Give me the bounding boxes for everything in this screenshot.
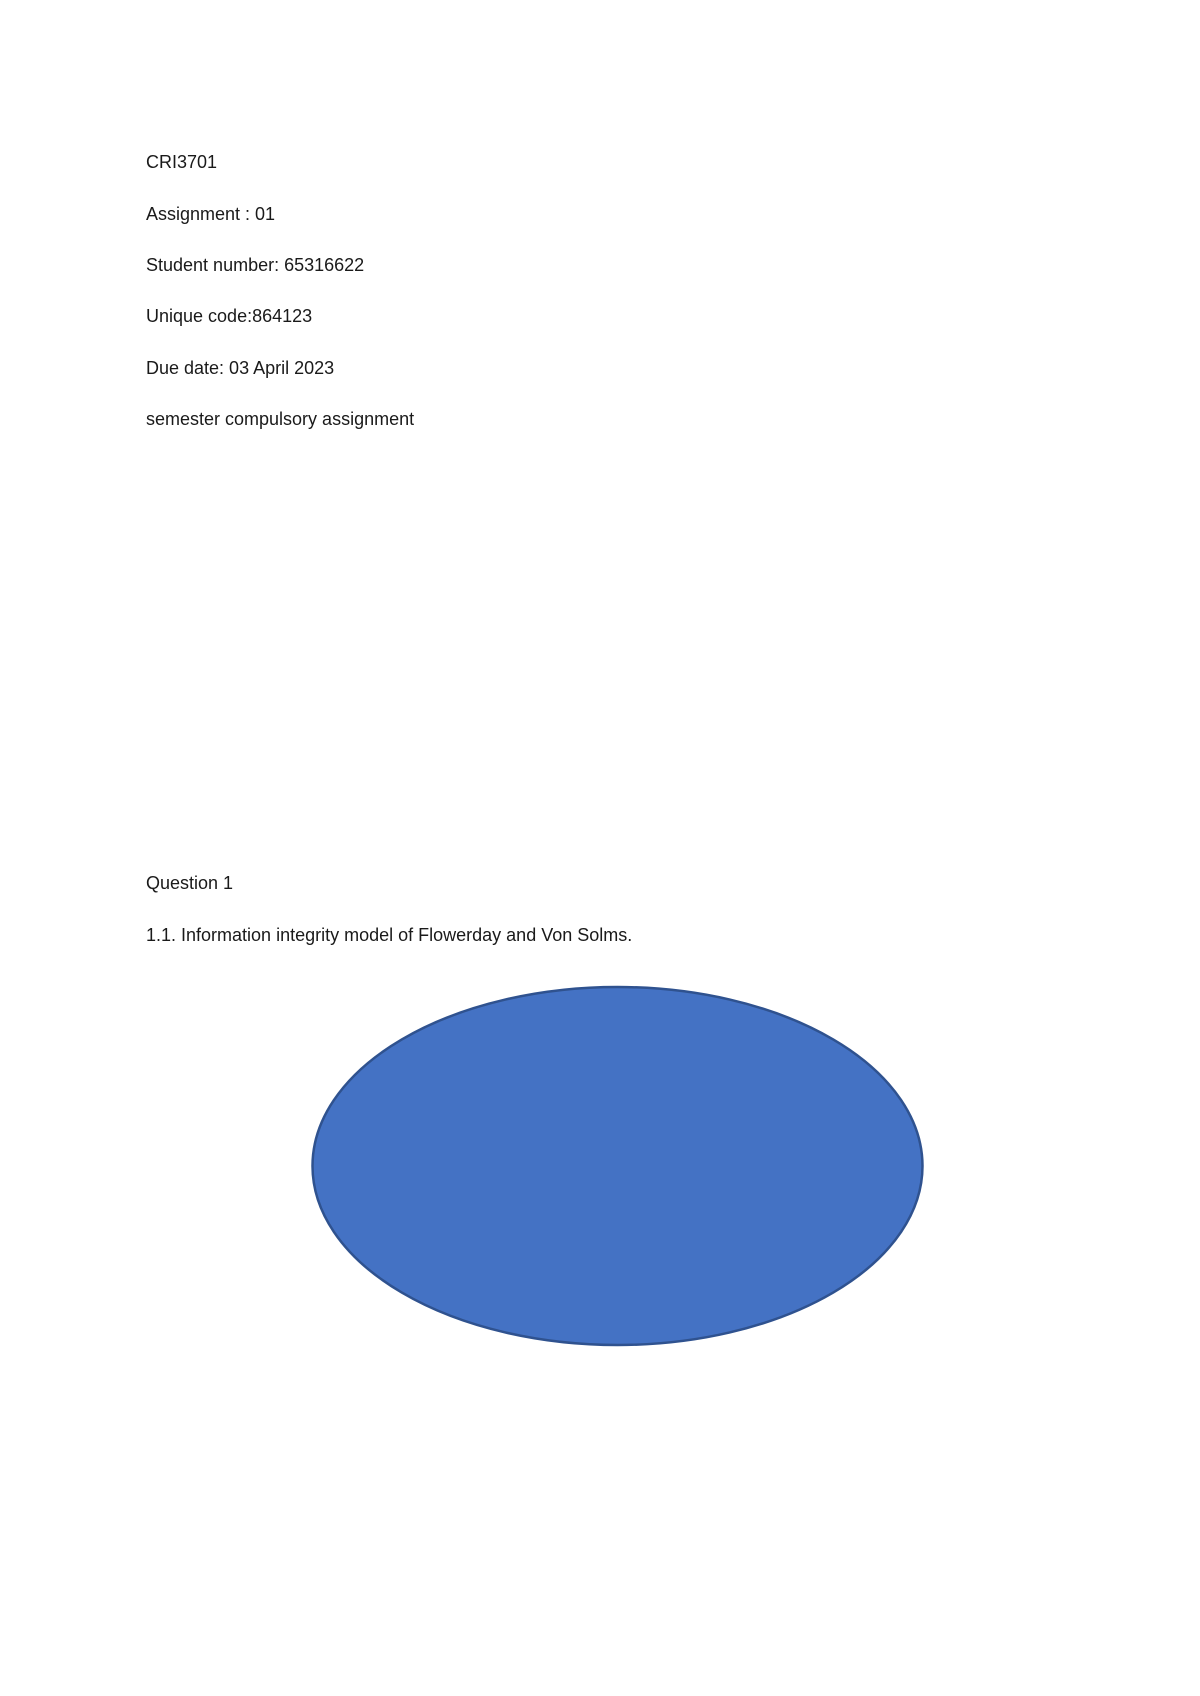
question-heading: Question 1 (146, 873, 234, 893)
model-ellipse (313, 987, 923, 1345)
integrity-model-diagram (310, 985, 925, 1347)
due-date: Due date: 03 April 2023 (146, 358, 335, 378)
assignment-number: Assignment : 01 (146, 204, 276, 224)
student-number: Student number: 65316622 (146, 255, 365, 275)
question-subheading: 1.1. Information integrity model of Flowerday and Von Solms. (146, 925, 633, 945)
course-code: CRI3701 (146, 152, 218, 172)
unique-code: Unique code:864123 (146, 306, 313, 326)
semester-note: semester compulsory assignment (146, 409, 415, 429)
